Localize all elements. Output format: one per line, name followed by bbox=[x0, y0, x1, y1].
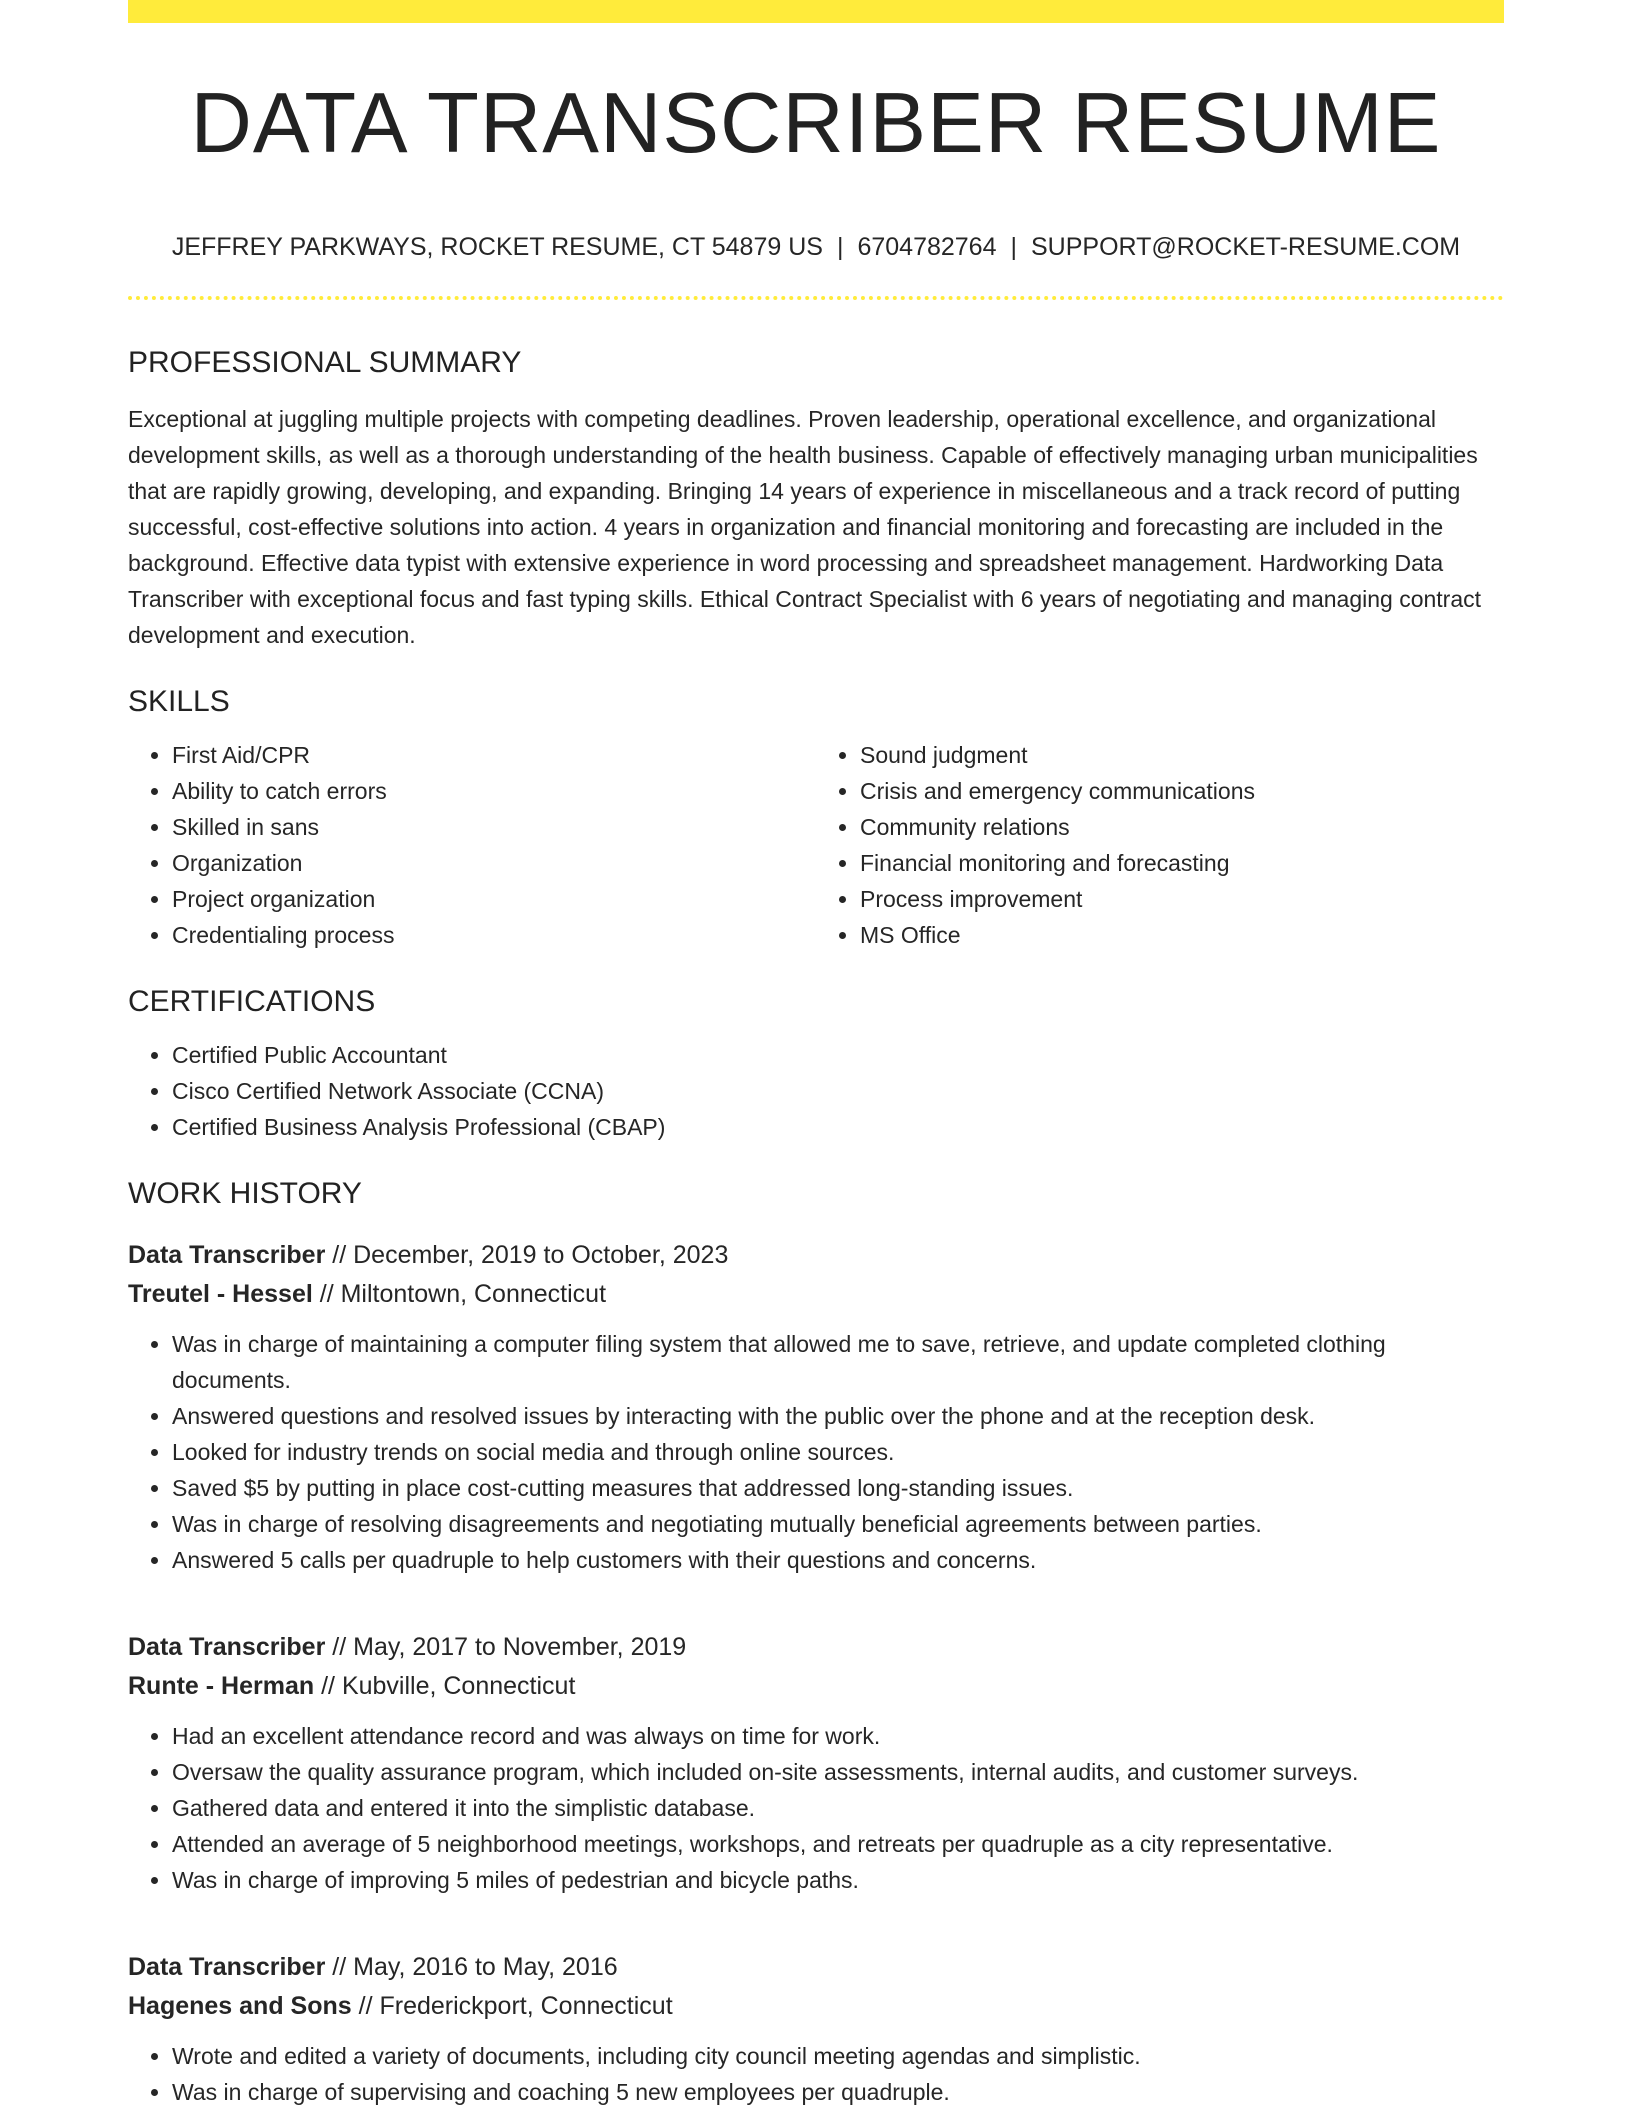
job-dates: December, 2019 to October, 2023 bbox=[353, 1241, 729, 1269]
job-bullet: • Had an excellent attendance record and was always on time for work. bbox=[172, 1718, 1504, 1754]
contact-separator: | bbox=[1010, 233, 1017, 261]
job-company-line bbox=[128, 1275, 1504, 1314]
job-title-line bbox=[128, 1236, 1504, 1275]
skill-item: • Crisis and emergency communications bbox=[860, 773, 1504, 809]
job-bullet: • Gathered data and entered it into the simplistic database. bbox=[172, 1790, 1504, 1826]
skill-item: • Organization bbox=[172, 845, 816, 881]
job-separator: // bbox=[325, 1241, 354, 1269]
job-location: Frederickport, Connecticut bbox=[379, 1992, 673, 2020]
contact-address: JEFFREY PARKWAYS, ROCKET RESUME, CT 54879 US bbox=[171, 233, 823, 261]
certifications-heading: CERTIFICATIONS bbox=[128, 985, 376, 1018]
work-history-heading: WORK HISTORY bbox=[128, 1177, 362, 1210]
certification-item: • Certified Business Analysis Professional (CBAP) bbox=[172, 1109, 1504, 1145]
job-bullet: • Answered 5 calls per quadruple to help customers with their questions and concerns. bbox=[172, 1542, 1504, 1578]
job-separator: // bbox=[314, 1672, 342, 1700]
certification-item: • Cisco Certified Network Associate (CCNA) bbox=[172, 1073, 1504, 1109]
job-location: Kubville, Connecticut bbox=[341, 1672, 576, 1700]
job-bullet: • Saved $5 by putting in place cost-cutting measures that addressed long-standing issues. bbox=[172, 1470, 1504, 1506]
skills-grid bbox=[128, 720, 1504, 953]
skill-item: • Process improvement bbox=[860, 881, 1504, 917]
job-bullet: • Wrote and edited a variety of documents, including city council meeting agendas and simplistic. bbox=[172, 2038, 1504, 2074]
job-bullet: • Looked for industry trends on social media and through online sources. bbox=[172, 1434, 1504, 1470]
job-dates: May, 2017 to November, 2019 bbox=[353, 1633, 687, 1661]
job-bullet: • Answered questions and resolved issues by interacting with the public over the phone and at the reception desk. bbox=[172, 1398, 1504, 1434]
job-title-line bbox=[128, 1948, 1504, 1987]
accent-top-bar bbox=[128, 0, 1504, 23]
skill-item: • Community relations bbox=[860, 809, 1504, 845]
job-bullet: • Was in charge of maintaining a computer filing system that allowed me to save, retrieve, and update completed clothing documents. bbox=[172, 1326, 1504, 1398]
skill-item: • Credentialing process bbox=[172, 917, 816, 953]
job-company: Hagenes and Sons bbox=[128, 1992, 352, 2020]
skill-item: • First Aid/CPR bbox=[172, 737, 816, 773]
skill-item: • Skilled in sans bbox=[172, 809, 816, 845]
job-title: Data Transcriber bbox=[128, 1633, 326, 1661]
job-company-line bbox=[128, 1987, 1504, 2026]
job-entry bbox=[128, 1948, 1504, 2110]
certifications-list bbox=[128, 1037, 1504, 1145]
job-bullet: • Was in charge of supervising and coaching 5 new employees per quadruple. bbox=[172, 2074, 1504, 2110]
skills-heading: SKILLS bbox=[128, 685, 230, 718]
job-separator: // bbox=[312, 1280, 341, 1308]
job-location: Miltontown, Connecticut bbox=[340, 1280, 607, 1308]
summary-heading: PROFESSIONAL SUMMARY bbox=[128, 346, 522, 379]
skill-item: • MS Office bbox=[860, 917, 1504, 953]
contact-email: SUPPORT@ROCKET-RESUME.COM bbox=[1031, 233, 1461, 261]
skill-item: • Financial monitoring and forecasting bbox=[860, 845, 1504, 881]
contact-separator: | bbox=[836, 233, 844, 261]
contact-phone: 6704782764 bbox=[857, 233, 997, 261]
job-bullets bbox=[128, 2038, 1504, 2110]
resume-page bbox=[128, 0, 1504, 2110]
job-title-line bbox=[128, 1628, 1504, 1667]
job-entry bbox=[128, 1628, 1504, 1898]
certification-item: • Certified Public Accountant bbox=[172, 1037, 1504, 1073]
job-company: Runte - Herman bbox=[128, 1672, 315, 1700]
job-separator: // bbox=[325, 1633, 354, 1661]
job-bullets bbox=[128, 1718, 1504, 1898]
skill-item: • Ability to catch errors bbox=[172, 773, 816, 809]
job-dates: May, 2016 to May, 2016 bbox=[353, 1953, 618, 1981]
job-title: Data Transcriber bbox=[128, 1241, 326, 1269]
skills-list-right bbox=[816, 737, 1504, 953]
job-bullet: • Oversaw the quality assurance program, which included on-site assessments, internal audits, and customer surveys. bbox=[172, 1754, 1504, 1790]
job-bullets bbox=[128, 1326, 1504, 1578]
job-company: Treutel - Hessel bbox=[128, 1280, 313, 1308]
job-bullet: • Attended an average of 5 neighborhood meetings, workshops, and retreats per quadruple as a city representative. bbox=[172, 1826, 1504, 1862]
contact-line bbox=[128, 232, 1504, 262]
skill-item: • Project organization bbox=[172, 881, 816, 917]
job-bullet: • Was in charge of resolving disagreements and negotiating mutually beneficial agreements between parties. bbox=[172, 1506, 1504, 1542]
skill-item: • Sound judgment bbox=[860, 737, 1504, 773]
job-separator: // bbox=[325, 1953, 354, 1981]
dotted-divider bbox=[128, 296, 1504, 300]
job-entry bbox=[128, 1236, 1504, 1578]
summary-text: Exceptional at juggling multiple projects with competing deadlines. Proven leadership, operational excellence, and organizational development skills, as well as a thorough understanding of the health business. Capable of effectively managing urban municipalities that are rapidly growing, developing, and expanding. Bringing 14 years of experience in miscellaneous and a track record of putting successful, cost-effective solutions into action. 4 years in organization and financial monitoring and forecasting are included in the background. Effective data typist with extensive experience in word processing and spreadsheet management. Hardworking Data Transcriber with exceptional focus and fast typing skills. Ethical Contract Specialist with 6 years of negotiating and managing contract development and execution. bbox=[128, 406, 1482, 648]
job-company-line bbox=[128, 1667, 1504, 1706]
job-separator: // bbox=[351, 1992, 380, 2020]
resume-title: DATA TRANSCRIBER RESUME bbox=[190, 76, 1442, 171]
skills-list-left bbox=[128, 737, 816, 953]
job-title: Data Transcriber bbox=[128, 1953, 326, 1981]
job-bullet: • Was in charge of improving 5 miles of pedestrian and bicycle paths. bbox=[172, 1862, 1504, 1898]
